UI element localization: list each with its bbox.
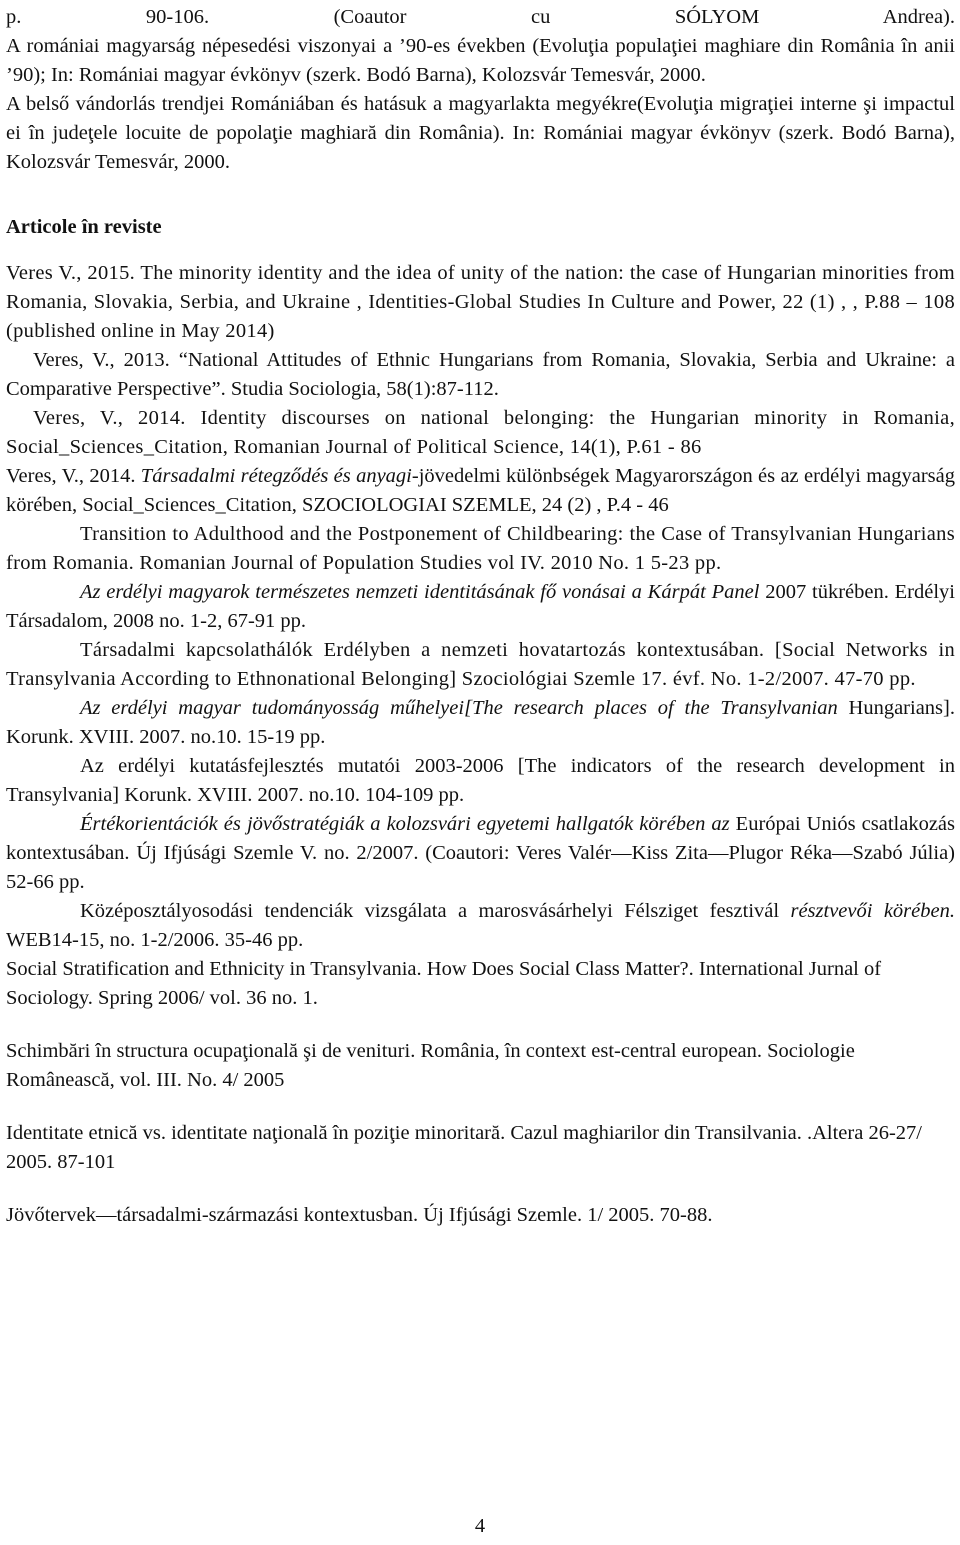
reference-item: Társadalmi kapcsolathálók Erdélyben a nemzeti hovatartozás kontextusában. [Social Networks in Transylvania According to Ethnonational Belonging] Szociológiai Szemle 17. évf. No. 1-2/2007. 47-70 pp. — [6, 639, 955, 690]
reference-item: Schimbări în structura ocupaţională şi de venituri. România, în context est-central european. Sociologie Românească, vol. III. No. 4/ 2005 — [6, 1040, 855, 1091]
spacer — [6, 1177, 955, 1201]
reference-title-italic: Az erdélyi magyar tudományosság műhelyei[The research places of the Transylvanian — [80, 697, 838, 719]
section-heading: Articole în reviste — [6, 216, 162, 238]
reference-item: Az erdélyi kutatásfejlesztés mutatói 2003-2006 [The indicators of the research development in Transylvania] Korunk. XVIII. 2007. no.10. 104-109 pp. — [6, 755, 955, 806]
reference-text: Európai Uniós csatlakozás kontextusában. Új Ifjúsági Szemle V. no. 2/2007. (Coautori: Veres Valér—Kiss Zita—Plugor Réka—Szabó Júlia) 52-66 pp. — [6, 813, 956, 893]
reference-item — [6, 259, 955, 346]
reference-item — [6, 346, 955, 404]
reference-author: Veres, V., 2014. — [33, 407, 186, 429]
reference-title-italic: Társadalmi rétegződés és anyagi — [135, 465, 412, 487]
reference-item — [6, 694, 955, 752]
reference-item — [6, 462, 955, 520]
reference-item: Transition to Adulthood and the Postponement of Childbearing: the Case of Transylvanian Hungarians from Romania. Romanian Journal of Population Studies vol IV. 2010 No. 1 5-23 pp. — [6, 523, 955, 574]
spacer — [6, 1013, 955, 1037]
paragraph-publication-1: A romániai magyarság népesedési viszonyai a ’90-es években (Evoluţia populaţiei maghiare din România în anii ’90); In: Romániai magyar évkönyv (szerk. Bodó Barna), Kolozsvár Temesvár, 2000. — [6, 35, 955, 86]
reference-item: Social Stratification and Ethnicity in Transylvania. How Does Social Class Matter?. International Jurnal of Sociology. Spring 2006/ vol. 36 no. 1. — [6, 958, 882, 1009]
reference-item: Jövőtervek—társadalmi-származási kontextusban. Új Ifjúsági Szemle. 1/ 2005. 70-88. — [6, 1204, 713, 1226]
reference-text: The minority identity and the idea of unity of the nation: the case of Hungarian minorities from Romania, Slovakia, Serbia, and Ukraine , Identities-Global Studies In Culture and Power, 22 (1) , , P.88 – 108 (published online in May 2014) — [6, 262, 955, 342]
reference-item — [6, 897, 955, 955]
reference-item: Identitate etnică vs. identitate naţională în poziţie minoritară. Cazul maghiarilor din Transilvania. .Altera 26-27/ 2005. 87-101 — [6, 1122, 922, 1173]
reference-author: Veres, V., 2013. — [33, 349, 170, 371]
reference-title-italic: Az erdélyi magyarok természetes nemzeti identitásának fő vonásai a Kárpát Panel — [80, 581, 760, 603]
paragraph-publication-2: A belső vándorlás trendjei Romániában és hatásuk a magyarlakta megyékre(Evoluţia migraţiei interne şi impactul ei în judeţele locuite de popolaţie maghiară din România). In: Romániai magyar évkönyv (szerk. Bodó Barna), Kolozsvár Temesvár, 2000. — [6, 93, 955, 173]
paragraph-pages: p. 90-106. (Coautor cu SÓLYOM Andrea). — [6, 6, 955, 28]
reference-text: “National Attitudes of Ethnic Hungarians from Romania, Slovakia, Serbia and Ukraine: a Comparative Perspective”. Studia Sociologia, 58(1):87-112. — [6, 349, 956, 400]
page-number: 4 — [474, 1515, 486, 1537]
reference-item — [6, 810, 955, 897]
spacer — [6, 1095, 955, 1119]
reference-title-italic: Értékorientációk és jövőstratégiák a kolozsvári egyetemi hallgatók körében az — [80, 813, 730, 835]
reference-text: Középosztályosodási tendenciák vizsgálata a marosvásárhelyi Félsziget fesztivál — [80, 900, 791, 922]
reference-text: 2007 tükrében. Erdélyi Társadalom, 2008 no. 1-2, 67-91 pp. — [6, 581, 955, 632]
reference-text: WEB14-15, no. 1-2/2006. 35-46 pp. — [6, 929, 304, 951]
reference-item — [6, 578, 955, 636]
reference-text: Hungarians]. Korunk. XVIII. 2007. no.10. 15-19 pp. — [6, 697, 955, 748]
reference-author: Veres V., 2015. — [6, 262, 136, 284]
reference-text: -jövedelmi különbségek Magyarországon és az erdélyi magyarság körében, Social_Sciences_Citation, SZOCIOLOGIAI SZEMLE, 24 (2) , P.4 - 46 — [6, 465, 956, 516]
reference-text: Identity discourses on national belonging: the Hungarian minority in Romania, Social_Sciences_Citation, Romanian Journal of Political Science, 14(1), P.61 - 86 — [6, 407, 955, 458]
page-content — [6, 3, 955, 1230]
reference-title-italic: résztvevői körében. — [790, 900, 955, 922]
reference-item — [6, 404, 955, 462]
reference-author: Veres, V., 2014. — [6, 465, 136, 487]
